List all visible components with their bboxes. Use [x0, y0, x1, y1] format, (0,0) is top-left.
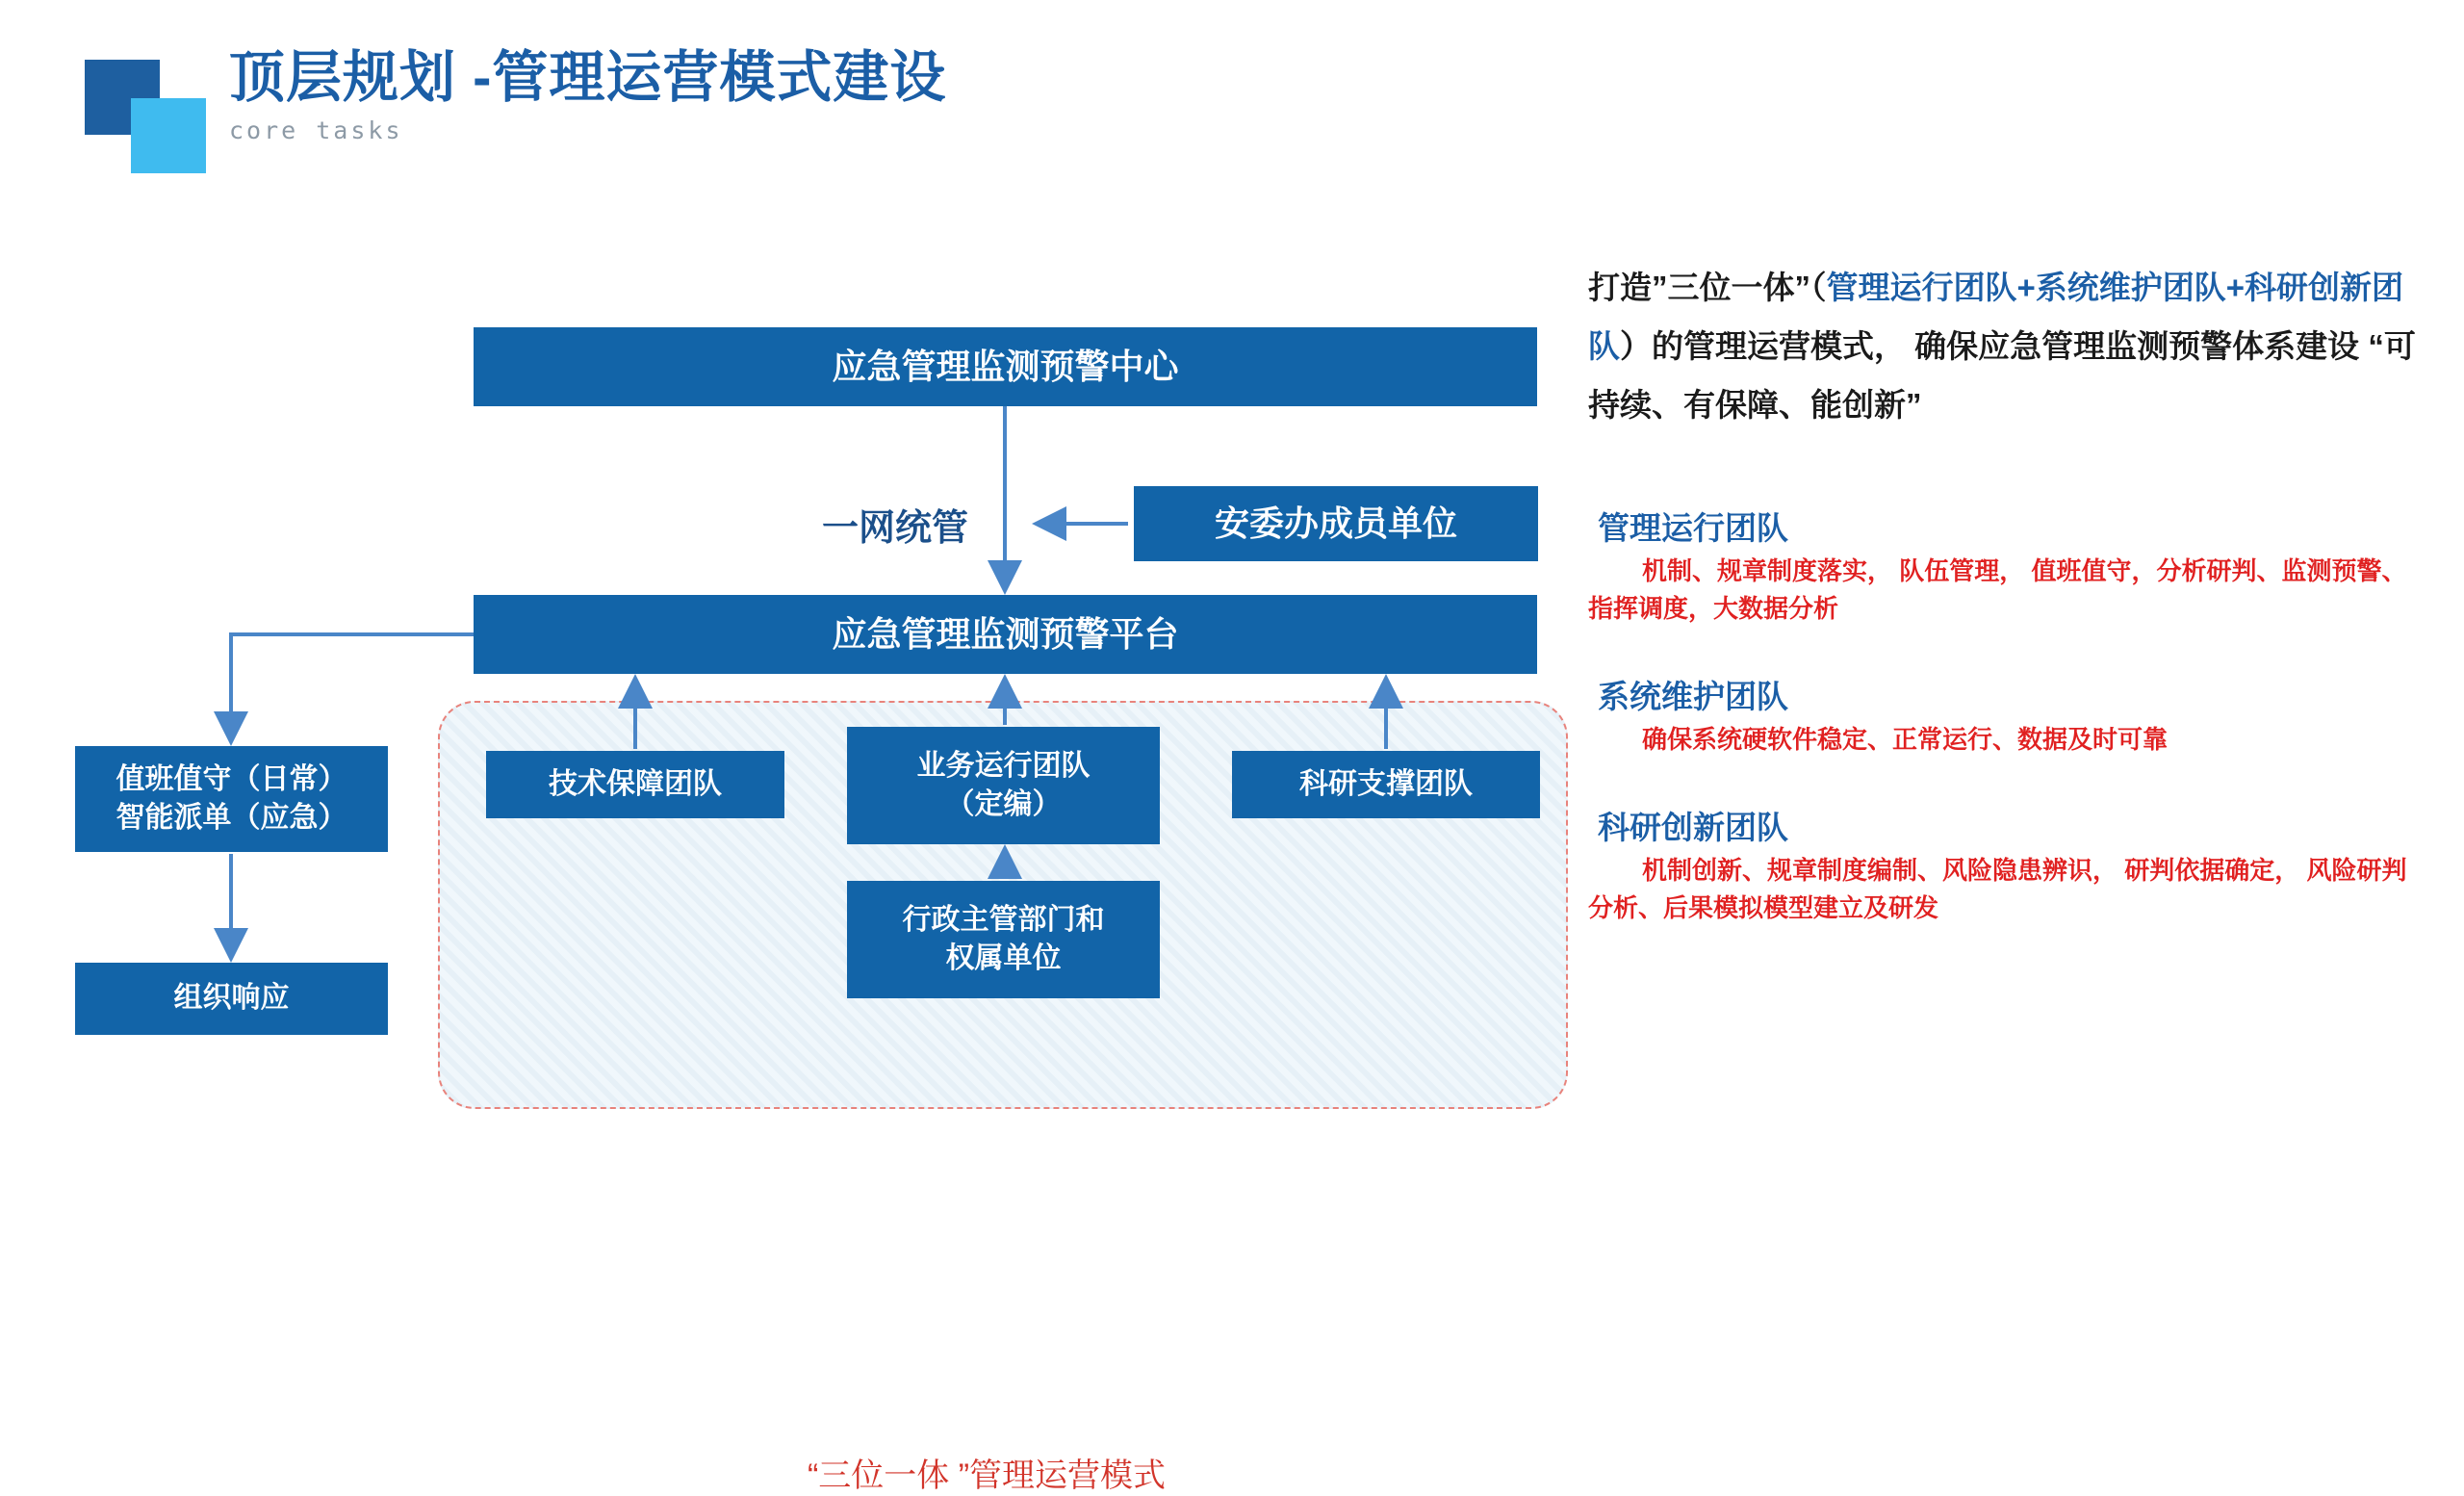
- box-research-support-team: 科研支撑团队: [1232, 751, 1540, 818]
- box-monitoring-platform: 应急管理监测预警平台: [474, 595, 1537, 674]
- box-organized-response: 组织响应: [75, 963, 388, 1035]
- team-block-management: [1588, 503, 2416, 628]
- right-column: [1588, 258, 2416, 927]
- page-header: [0, 0, 2464, 221]
- team-block-research: [1588, 803, 2416, 927]
- team-desc-management: 机制、规章制度落实， 队伍管理， 值班值守，分析研判、监测预警、指挥调度，大数据分析: [1588, 556, 2407, 624]
- box-duty-dispatch: [75, 746, 388, 852]
- box-duty-line1: 值班值守（日常）: [116, 762, 347, 795]
- diagram-caption: “三位一体 ”管理运营模式: [807, 1457, 1167, 1494]
- title-block: [229, 46, 946, 144]
- box-duty-line2: 智能派单（应急）: [116, 802, 347, 834]
- label-one-net: 一网统管: [821, 507, 968, 549]
- team-title-maintenance: 系统维护团队: [1598, 679, 1788, 715]
- intro-part3: ）的管理运营模式， 确保应急管理监测预警体系建设 “可持续、有保障、能创新”: [1588, 328, 2416, 424]
- intro-paragraph: [1588, 258, 2416, 434]
- box-monitoring-center: 应急管理监测预警中心: [474, 327, 1537, 406]
- box-business-line1: 业务运行团队: [916, 749, 1091, 782]
- team-title-research: 科研创新团队: [1598, 810, 1788, 846]
- team-title-management: 管理运行团队: [1598, 510, 1788, 547]
- team-desc-research: 机制创新、规章制度编制、风险隐患辨识， 研判依据确定， 风险研判分析、后果模拟模型建立及研发: [1588, 856, 2407, 923]
- box-safety-committee-units: 安委办成员单位: [1134, 486, 1538, 561]
- intro-part1: 打造”三位一体”（: [1588, 270, 1827, 305]
- org-diagram: [0, 241, 1559, 1494]
- logo-square-light: [131, 98, 206, 173]
- box-admin-department: [847, 881, 1160, 998]
- box-business-operation-team: [847, 727, 1160, 844]
- logo-icon: [85, 60, 210, 173]
- page-title: 顶层规划 -管理运营模式建设: [229, 46, 947, 109]
- box-admin-line2: 权属单位: [945, 942, 1062, 974]
- team-desc-maintenance: 确保系统硬软件稳定、正常运行、数据及时可靠: [1642, 725, 2169, 755]
- intro-highlight: 管理运行团队+系统维护团队+科研创新团队: [1588, 270, 2404, 365]
- box-business-line2: （定编）: [945, 788, 1062, 820]
- box-admin-line1: 行政主管部门和: [902, 903, 1105, 936]
- team-block-maintenance: [1588, 672, 2416, 759]
- page-subtitle: core tasks: [229, 116, 403, 144]
- box-technical-support-team: 技术保障团队: [486, 751, 784, 818]
